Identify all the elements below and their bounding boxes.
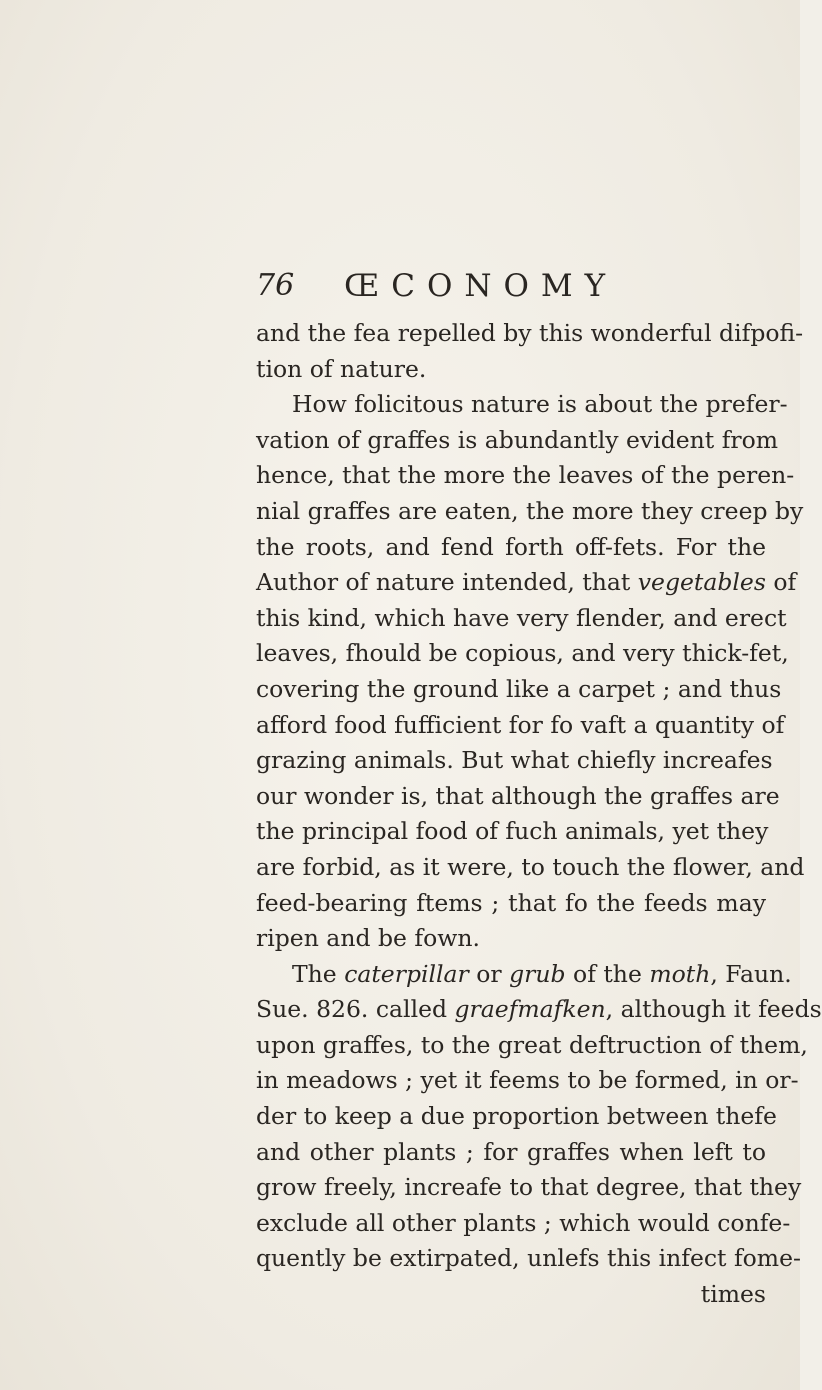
text-line: The caterpillar or grub of the moth, Faun. [292,959,792,988]
italic-word: graefmafken [454,995,606,1024]
text-line: and other plants ; for graffes when left to [256,1137,766,1166]
italic-word: grub [509,959,566,988]
text-line: der to keep a due proportion between thefe [256,1102,777,1131]
text-line: afford food fufficient for fo vaft a quantity of [256,710,785,739]
text-line: the roots, and fend forth off-fets. For the [256,532,766,561]
text-line: in meadows ; yet it feems to be formed, in or- [256,1066,799,1095]
text-line: nial graffes are eaten, the more they creep by [256,496,804,525]
text-line: hence, that the more the leaves of the peren- [256,461,795,490]
text-line: grow freely, increafe to that degree, that they [256,1173,802,1202]
text-line: feed-bearing ftems ; that fo the feeds may [256,888,766,917]
italic-word: moth [649,959,711,988]
page-header [256,268,776,312]
italic-word: caterpillar [344,959,469,988]
text-line: the principal food of fuch animals, yet they [256,817,769,846]
text-line: tion of nature. [256,354,427,383]
running-head: ŒCONOMY [344,268,618,304]
page-number: 76 [256,268,295,303]
text-line: and the fea repelled by this wonderful difpofi- [256,319,804,347]
text-line: are forbid, as it were, to touch the flower, and [256,852,805,881]
text-line: How folicitous nature is about the prefer- [292,390,788,419]
text-line: Sue. 826. called graefmafken, although it feeds [256,995,822,1024]
text-line: quently be extirpated, unlefs this infect fome- [256,1244,801,1273]
text-line: this kind, which have very flender, and erect [256,603,787,632]
catchword: times [700,1280,766,1309]
text-line: vation of graffes is abundantly evident from [256,425,779,454]
text-line: upon graffes, to the great deftruction of them, [256,1030,808,1059]
italic-word: vegetables [637,568,766,597]
text-line: exclude all other plants ; which would confe- [256,1208,791,1237]
text-line: Author of nature intended, that vegetables of [256,568,797,597]
text-line: ripen and be fown. [256,924,480,953]
text-line: grazing animals. But what chiefly increafes [256,746,773,775]
text-line: covering the ground like a carpet ; and thus [256,674,782,703]
text-line: leaves, fhould be copious, and very thick-fet, [256,639,789,668]
text-line: our wonder is, that although the graffes are [256,781,780,810]
body-text [256,316,822,1313]
